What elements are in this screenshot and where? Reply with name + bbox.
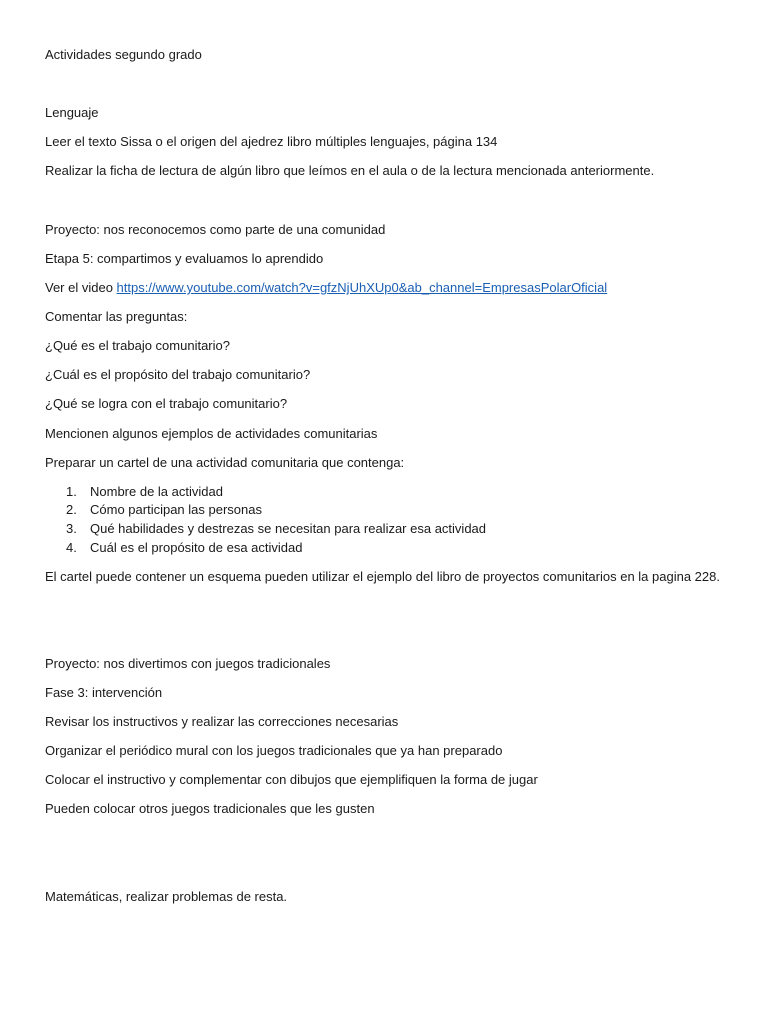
- section-heading-lenguaje: Lenguaje: [45, 105, 99, 120]
- lenguaje-line-2: Realizar la ficha de lectura de algún libro que leímos en el aula o de la lectura mencionada anteriormente.: [45, 163, 655, 178]
- section-heading-proyecto-juegos: Proyecto: nos divertimos con juegos tradicionales: [45, 656, 331, 671]
- matematicas-line: Matemáticas, realizar problemas de resta.: [45, 889, 288, 904]
- list-item-text: Qué habilidades y destrezas se necesitan para realizar esa actividad: [90, 521, 487, 536]
- juegos-line-3: Colocar el instructivo y complementar con dibujos que ejemplifiquen la forma de jugar: [45, 772, 538, 787]
- question-3: ¿Qué se logra con el trabajo comunitario?: [45, 396, 288, 411]
- video-link[interactable]: https://www.youtube.com/watch?v=gfzNjUhXUp0&ab_channel=EmpresasPolarOficial: [116, 280, 608, 295]
- list-item-number: 1.: [66, 484, 77, 499]
- comentar-line: Comentar las preguntas:: [45, 309, 188, 324]
- video-prefix: Ver el video: [45, 280, 117, 295]
- juegos-line-1: Revisar los instructivos y realizar las correcciones necesarias: [45, 714, 399, 729]
- question-1: ¿Qué es el trabajo comunitario?: [45, 338, 230, 353]
- mencionen-line: Mencionen algunos ejemplos de actividades comunitarias: [45, 426, 378, 441]
- list-item: [66, 502, 262, 518]
- list-item-text: Cuál es el propósito de esa actividad: [90, 540, 303, 555]
- etapa-line: Etapa 5: compartimos y evaluamos lo aprendido: [45, 251, 324, 266]
- list-item-number: 2.: [66, 502, 77, 517]
- list-item: [66, 540, 302, 556]
- cartel-line: El cartel puede contener un esquema pueden utilizar el ejemplo del libro de proyectos comunitarios en la pagina 228.: [45, 569, 720, 584]
- juegos-line-4: Pueden colocar otros juegos tradicionales que les gusten: [45, 801, 375, 816]
- section-heading-proyecto-comunidad: Proyecto: nos reconocemos como parte de una comunidad: [45, 222, 386, 237]
- video-line: [45, 280, 607, 296]
- lenguaje-line-1: Leer el texto Sissa o el origen del ajedrez libro múltiples lenguajes, página 134: [45, 134, 498, 149]
- list-item: [66, 521, 486, 537]
- question-2: ¿Cuál es el propósito del trabajo comunitario?: [45, 367, 311, 382]
- juegos-line-2: Organizar el periódico mural con los juegos tradicionales que ya han preparado: [45, 743, 503, 758]
- preparar-line: Preparar un cartel de una actividad comunitaria que contenga:: [45, 455, 405, 470]
- list-item-text: Nombre de la actividad: [90, 484, 223, 499]
- list-item-number: 4.: [66, 540, 77, 555]
- list-item-text: Cómo participan las personas: [90, 502, 262, 517]
- document-title: Actividades segundo grado: [45, 47, 202, 62]
- list-item-number: 3.: [66, 521, 77, 536]
- list-item: [66, 484, 223, 500]
- fase-line: Fase 3: intervención: [45, 685, 163, 700]
